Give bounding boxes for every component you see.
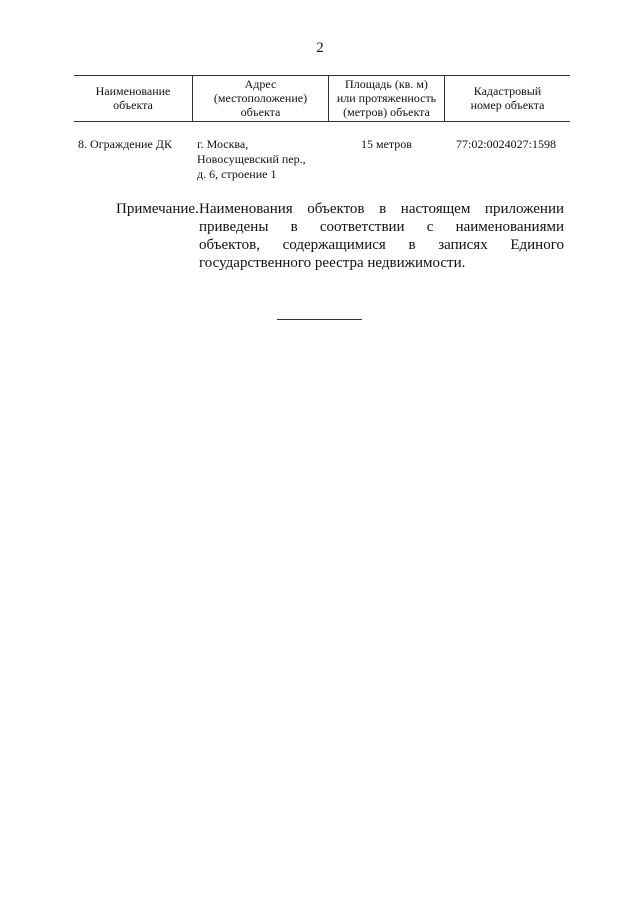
row-address: г. Москва, Новосущевский пер., д. 6, строение 1 [197, 137, 306, 181]
row-object-name: 8. Ограждение ДК [78, 137, 172, 151]
header-object-name: Наименование объекта [95, 84, 171, 112]
row-area: 15 метров [361, 137, 412, 151]
page-number: 2 [316, 40, 324, 56]
header-address: Адрес (местоположение) объекта [213, 77, 308, 119]
header-area: Площадь (кв. м) или протяженность (метров) объекта [336, 77, 437, 119]
row-cadastral-number: 77:02:0024027:1598 [456, 137, 557, 151]
end-divider-line [277, 319, 362, 320]
note-label: Примечание. [116, 201, 199, 217]
table-header-rule [74, 121, 570, 122]
note-text: Наименования объектов в настоящем приложении приведены в соответствии с наименованиями объектов, содержащимися в записях Единого государственного реестра недвижимости. [199, 201, 564, 271]
header-cadastral: Кадастровый номер объекта [470, 84, 545, 112]
